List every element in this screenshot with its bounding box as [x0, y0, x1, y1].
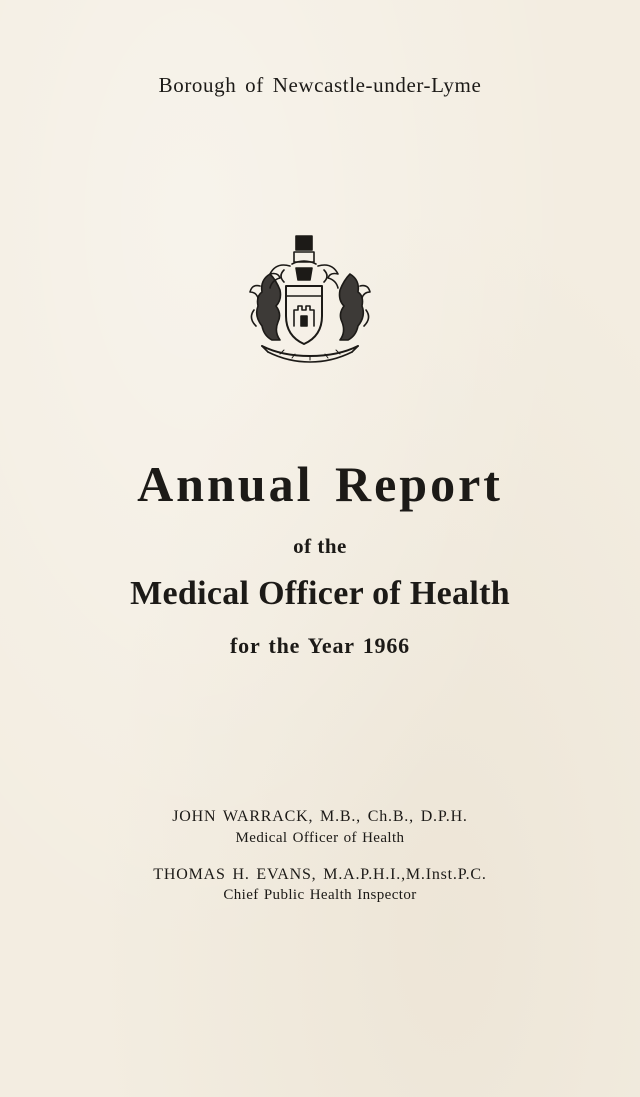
- report-title: Annual Report: [137, 456, 503, 512]
- coat-of-arms-icon: [240, 230, 380, 370]
- report-year: for the Year 1966: [230, 633, 410, 658]
- inspector-name: THOMAS H. EVANS, M.A.P.H.I.,M.Inst.P.C.: [153, 866, 487, 883]
- inspector-role: Chief Public Health Inspector: [223, 887, 417, 903]
- borough-heading: Borough of Newcastle-under-Lyme: [158, 73, 482, 97]
- officer-role: Medical Officer of Health: [235, 830, 405, 846]
- officer-name: JOHN WARRACK, M.B., Ch.B., D.P.H.: [172, 808, 468, 825]
- report-subtitle: Medical Officer of Health: [130, 575, 510, 612]
- title-connector: of the: [293, 534, 347, 558]
